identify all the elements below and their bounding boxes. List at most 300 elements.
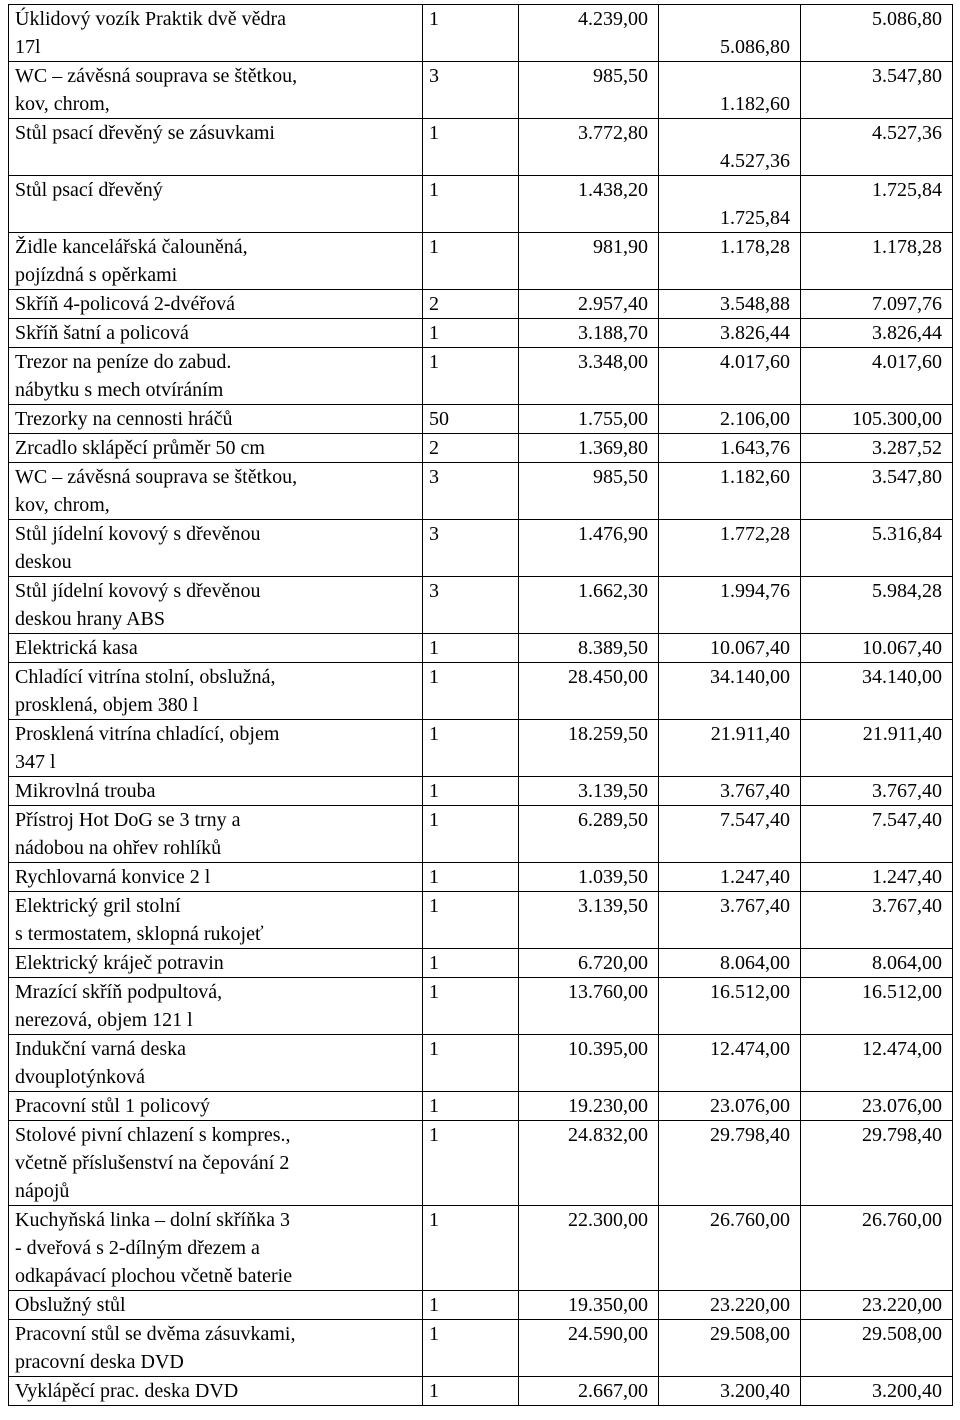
item-name-cell — [9, 949, 423, 978]
unit-price-vat-cell — [659, 434, 801, 463]
table-row — [9, 634, 953, 663]
total-price-cell — [801, 777, 953, 806]
quantity-cell-value: 3 — [429, 523, 439, 545]
unit-price-vat-cell-value: 5.086,80 — [720, 36, 790, 58]
item-name-cell — [9, 1377, 423, 1406]
total-price-cell — [801, 634, 953, 663]
total-price-cell-value: 1.725,84 — [872, 179, 942, 201]
item-name-cell — [9, 806, 423, 863]
total-price-cell — [801, 1377, 953, 1406]
total-price-cell-value: 3.547,80 — [872, 466, 942, 488]
quantity-cell-value: 1 — [429, 809, 439, 831]
unit-price-vat-cell-value: 3.548,88 — [720, 293, 790, 315]
unit-price-vat-cell — [659, 1121, 801, 1206]
unit-price-cell — [519, 777, 659, 806]
total-price-cell — [801, 290, 953, 319]
unit-price-cell-value: 1.755,00 — [578, 408, 648, 430]
unit-price-cell-value: 10.395,00 — [568, 1038, 648, 1060]
unit-price-cell-value: 8.389,50 — [578, 637, 648, 659]
unit-price-vat-cell — [659, 463, 801, 520]
item-name-cell — [9, 634, 423, 663]
unit-price-cell — [519, 463, 659, 520]
item-name-line: Vyklápěcí prac. deska DVD — [15, 1380, 239, 1402]
quantity-cell — [423, 520, 519, 577]
unit-price-cell-value: 18.259,50 — [568, 723, 648, 745]
unit-price-vat-cell-value: 16.512,00 — [710, 981, 790, 1003]
total-price-cell — [801, 949, 953, 978]
unit-price-vat-cell — [659, 62, 801, 119]
unit-price-vat-cell — [659, 978, 801, 1035]
table-row — [9, 1035, 953, 1092]
item-name-line: prosklená, objem 380 l — [15, 694, 199, 716]
unit-price-vat-cell — [659, 1206, 801, 1291]
quantity-cell-value: 1 — [429, 780, 439, 802]
total-price-cell — [801, 348, 953, 405]
quantity-cell — [423, 863, 519, 892]
total-price-cell-value: 3.200,40 — [872, 1380, 942, 1402]
table-row — [9, 119, 953, 176]
unit-price-cell-value: 985,50 — [593, 65, 648, 87]
unit-price-vat-cell — [659, 634, 801, 663]
quantity-cell — [423, 176, 519, 233]
table-row — [9, 720, 953, 777]
unit-price-vat-cell-value: 1.772,28 — [720, 523, 790, 545]
total-price-cell-value: 12.474,00 — [862, 1038, 942, 1060]
quantity-cell — [423, 577, 519, 634]
table-row — [9, 978, 953, 1035]
quantity-cell — [423, 319, 519, 348]
unit-price-cell — [519, 577, 659, 634]
quantity-cell-value: 1 — [429, 895, 439, 917]
table-row — [9, 434, 953, 463]
quantity-cell-value: 1 — [429, 723, 439, 745]
unit-price-vat-cell-value: 2.106,00 — [720, 408, 790, 430]
unit-price-vat-cell — [659, 319, 801, 348]
quantity-cell — [423, 1320, 519, 1377]
item-name-cell — [9, 176, 423, 233]
unit-price-cell — [519, 949, 659, 978]
unit-price-cell — [519, 1206, 659, 1291]
quantity-cell-value: 1 — [429, 1209, 439, 1231]
item-name-line: Pracovní stůl 1 policový — [15, 1095, 210, 1117]
unit-price-vat-cell-value: 8.064,00 — [720, 952, 790, 974]
quantity-cell — [423, 233, 519, 290]
unit-price-vat-cell-value: 3.200,40 — [720, 1380, 790, 1402]
total-price-cell — [801, 5, 953, 62]
item-name-cell — [9, 777, 423, 806]
unit-price-cell — [519, 434, 659, 463]
quantity-cell-value: 1 — [429, 236, 439, 258]
unit-price-cell-value: 3.139,50 — [578, 780, 648, 802]
table-row — [9, 1320, 953, 1377]
unit-price-cell-value: 2.667,00 — [578, 1380, 648, 1402]
quantity-cell — [423, 463, 519, 520]
quantity-cell-value: 1 — [429, 866, 439, 888]
unit-price-cell-value: 1.476,90 — [578, 523, 648, 545]
item-name-line: Přístroj Hot DoG se 3 trny a — [15, 809, 241, 831]
total-price-cell-value: 23.220,00 — [862, 1294, 942, 1316]
unit-price-cell-value: 6.720,00 — [578, 952, 648, 974]
unit-price-vat-cell-value: 1.725,84 — [720, 207, 790, 229]
item-name-line: Stůl jídelní kovový s dřevěnou — [15, 523, 261, 545]
table-row — [9, 863, 953, 892]
item-name-cell — [9, 1320, 423, 1377]
quantity-cell — [423, 5, 519, 62]
table-row — [9, 62, 953, 119]
unit-price-vat-cell — [659, 806, 801, 863]
unit-price-vat-cell — [659, 1291, 801, 1320]
total-price-cell-value: 29.798,40 — [862, 1124, 942, 1146]
unit-price-cell-value: 2.957,40 — [578, 293, 648, 315]
price-table — [8, 4, 953, 1406]
unit-price-vat-cell — [659, 1377, 801, 1406]
total-price-cell — [801, 176, 953, 233]
quantity-cell-value: 2 — [429, 293, 439, 315]
unit-price-vat-cell-value: 7.547,40 — [720, 809, 790, 831]
unit-price-cell — [519, 663, 659, 720]
total-price-cell-value: 3.826,44 — [872, 322, 942, 344]
quantity-cell — [423, 978, 519, 1035]
item-name-line: nábytku s mech otvíráním — [15, 379, 224, 401]
table-row — [9, 176, 953, 233]
total-price-cell-value: 29.508,00 — [862, 1323, 942, 1345]
quantity-cell — [423, 405, 519, 434]
item-name-cell — [9, 863, 423, 892]
unit-price-cell — [519, 405, 659, 434]
item-name-line: pojízdná s opěrkami — [15, 264, 178, 286]
item-name-line: Stolové pivní chlazení s kompres., — [15, 1124, 291, 1146]
unit-price-vat-cell-value: 29.798,40 — [710, 1124, 790, 1146]
total-price-cell-value: 4.017,60 — [872, 351, 942, 373]
item-name-cell — [9, 62, 423, 119]
total-price-cell-value: 34.140,00 — [862, 666, 942, 688]
total-price-cell-value: 10.067,40 — [862, 637, 942, 659]
table-row — [9, 1291, 953, 1320]
unit-price-cell — [519, 520, 659, 577]
unit-price-cell — [519, 290, 659, 319]
unit-price-cell-value: 985,50 — [593, 466, 648, 488]
item-name-cell — [9, 463, 423, 520]
item-name-cell — [9, 978, 423, 1035]
unit-price-cell-value: 1.369,80 — [578, 437, 648, 459]
unit-price-cell-value: 13.760,00 — [568, 981, 648, 1003]
item-name-cell — [9, 1092, 423, 1121]
total-price-cell-value: 3.547,80 — [872, 65, 942, 87]
item-name-line: Kuchyňská linka – dolní skříňka 3 — [15, 1209, 290, 1231]
table-row — [9, 806, 953, 863]
quantity-cell-value: 1 — [429, 1323, 439, 1345]
unit-price-cell — [519, 720, 659, 777]
item-name-cell — [9, 1291, 423, 1320]
unit-price-vat-cell-value: 3.767,40 — [720, 780, 790, 802]
unit-price-cell — [519, 176, 659, 233]
unit-price-vat-cell-value: 3.826,44 — [720, 322, 790, 344]
table-row — [9, 577, 953, 634]
total-price-cell-value: 23.076,00 — [862, 1095, 942, 1117]
table-row — [9, 348, 953, 405]
unit-price-cell — [519, 634, 659, 663]
unit-price-cell-value: 1.662,30 — [578, 580, 648, 602]
quantity-cell — [423, 777, 519, 806]
unit-price-cell — [519, 1035, 659, 1092]
quantity-cell — [423, 1092, 519, 1121]
total-price-cell — [801, 319, 953, 348]
item-name-line: Mikrovlná trouba — [15, 780, 156, 802]
unit-price-vat-cell — [659, 176, 801, 233]
item-name-cell — [9, 119, 423, 176]
item-name-cell — [9, 348, 423, 405]
quantity-cell — [423, 949, 519, 978]
unit-price-vat-cell-value: 34.140,00 — [710, 666, 790, 688]
table-row — [9, 1206, 953, 1291]
unit-price-vat-cell-value: 1.182,60 — [720, 466, 790, 488]
total-price-cell — [801, 1035, 953, 1092]
item-name-line: kov, chrom, — [15, 494, 110, 516]
item-name-cell — [9, 434, 423, 463]
item-name-line: Indukční varná deska — [15, 1038, 187, 1060]
quantity-cell-value: 50 — [429, 408, 449, 430]
total-price-cell — [801, 1206, 953, 1291]
item-name-line: Skříň šatní a policová — [15, 322, 189, 344]
total-price-cell — [801, 1121, 953, 1206]
unit-price-vat-cell — [659, 1320, 801, 1377]
quantity-cell-value: 3 — [429, 65, 439, 87]
total-price-cell-value: 26.760,00 — [862, 1209, 942, 1231]
total-price-cell-value: 3.287,52 — [872, 437, 942, 459]
unit-price-vat-cell — [659, 949, 801, 978]
quantity-cell — [423, 1206, 519, 1291]
unit-price-vat-cell — [659, 520, 801, 577]
total-price-cell — [801, 663, 953, 720]
item-name-cell — [9, 233, 423, 290]
unit-price-vat-cell-value: 1.247,40 — [720, 866, 790, 888]
quantity-cell — [423, 806, 519, 863]
item-name-line: deskou — [15, 551, 72, 573]
unit-price-cell — [519, 119, 659, 176]
item-name-line: WC – závěsná souprava se štětkou, — [15, 65, 298, 87]
total-price-cell-value: 7.547,40 — [872, 809, 942, 831]
unit-price-cell — [519, 5, 659, 62]
total-price-cell — [801, 806, 953, 863]
total-price-cell-value: 5.984,28 — [872, 580, 942, 602]
total-price-cell — [801, 863, 953, 892]
unit-price-cell-value: 1.039,50 — [578, 866, 648, 888]
quantity-cell — [423, 1121, 519, 1206]
quantity-cell — [423, 348, 519, 405]
unit-price-cell — [519, 319, 659, 348]
quantity-cell — [423, 1377, 519, 1406]
item-name-cell — [9, 405, 423, 434]
unit-price-cell — [519, 1377, 659, 1406]
item-name-line: odkapávací plochou včetně baterie — [15, 1265, 293, 1287]
item-name-line: Trezorky na cennosti hráčů — [15, 408, 233, 430]
total-price-cell — [801, 978, 953, 1035]
item-name-line: Elektrická kasa — [15, 637, 138, 659]
unit-price-vat-cell-value: 12.474,00 — [710, 1038, 790, 1060]
table-row — [9, 777, 953, 806]
total-price-cell — [801, 520, 953, 577]
unit-price-cell — [519, 1320, 659, 1377]
item-name-line: Obslužný stůl — [15, 1294, 126, 1316]
total-price-cell — [801, 405, 953, 434]
quantity-cell — [423, 290, 519, 319]
unit-price-vat-cell-value: 1.178,28 — [720, 236, 790, 258]
unit-price-vat-cell-value: 3.767,40 — [720, 895, 790, 917]
total-price-cell — [801, 463, 953, 520]
unit-price-vat-cell-value: 21.911,40 — [710, 723, 790, 745]
unit-price-cell-value: 24.832,00 — [568, 1124, 648, 1146]
unit-price-vat-cell — [659, 863, 801, 892]
unit-price-cell-value: 24.590,00 — [568, 1323, 648, 1345]
quantity-cell-value: 1 — [429, 1038, 439, 1060]
total-price-cell-value: 7.097,76 — [872, 293, 942, 315]
unit-price-vat-cell — [659, 1035, 801, 1092]
unit-price-cell — [519, 1121, 659, 1206]
unit-price-cell — [519, 806, 659, 863]
item-name-line: nerezová, objem 121 l — [15, 1009, 193, 1031]
total-price-cell-value: 8.064,00 — [872, 952, 942, 974]
unit-price-cell-value: 3.188,70 — [578, 322, 648, 344]
item-name-line: Mrazící skříň podpultová, — [15, 981, 223, 1003]
quantity-cell-value: 3 — [429, 466, 439, 488]
total-price-cell-value: 5.316,84 — [872, 523, 942, 545]
item-name-cell — [9, 290, 423, 319]
item-name-cell — [9, 892, 423, 949]
unit-price-cell-value: 981,90 — [593, 236, 648, 258]
unit-price-vat-cell — [659, 119, 801, 176]
item-name-line: pracovní deska DVD — [15, 1351, 184, 1373]
unit-price-vat-cell-value: 1.994,76 — [720, 580, 790, 602]
quantity-cell-value: 1 — [429, 1124, 439, 1146]
unit-price-vat-cell — [659, 663, 801, 720]
quantity-cell-value: 1 — [429, 179, 439, 201]
item-name-cell — [9, 1035, 423, 1092]
quantity-cell — [423, 663, 519, 720]
total-price-cell — [801, 62, 953, 119]
unit-price-cell-value: 3.139,50 — [578, 895, 648, 917]
unit-price-vat-cell — [659, 5, 801, 62]
item-name-line: Stůl jídelní kovový s dřevěnou — [15, 580, 261, 602]
unit-price-vat-cell-value: 23.220,00 — [710, 1294, 790, 1316]
unit-price-vat-cell — [659, 290, 801, 319]
item-name-line: Stůl psací dřevěný — [15, 179, 163, 201]
item-name-line: s termostatem, sklopná rukojeť — [15, 923, 264, 945]
item-name-line: Chladící vitrína stolní, obslužná, — [15, 666, 276, 688]
total-price-cell-value: 3.767,40 — [872, 895, 942, 917]
table-row — [9, 1092, 953, 1121]
table-row — [9, 1377, 953, 1406]
item-name-line: kov, chrom, — [15, 93, 110, 115]
quantity-cell — [423, 634, 519, 663]
unit-price-vat-cell — [659, 892, 801, 949]
table-row — [9, 5, 953, 62]
total-price-cell — [801, 720, 953, 777]
unit-price-vat-cell-value: 23.076,00 — [710, 1095, 790, 1117]
item-name-line: Skříň 4-policová 2-dvéřová — [15, 293, 235, 315]
item-name-line: Elektrický kráječ potravin — [15, 952, 224, 974]
item-name-line: Trezor na peníze do zabud. — [15, 351, 232, 373]
quantity-cell-value: 1 — [429, 952, 439, 974]
item-name-line: Stůl psací dřevěný se zásuvkami — [15, 122, 275, 144]
item-name-line: Zrcadlo sklápěcí průměr 50 cm — [15, 437, 265, 459]
unit-price-cell — [519, 1291, 659, 1320]
table-row — [9, 892, 953, 949]
table-row — [9, 233, 953, 290]
item-name-line: Úklidový vozík Praktik dvě vědra — [15, 8, 287, 30]
item-name-line: Židle kancelářská čalouněná, — [15, 236, 248, 258]
item-name-line: - dveřová s 2-dílným dřezem a — [15, 1237, 260, 1259]
unit-price-vat-cell — [659, 720, 801, 777]
item-name-line: nápojů — [15, 1180, 70, 1202]
unit-price-cell-value: 3.348,00 — [578, 351, 648, 373]
table-row — [9, 1121, 953, 1206]
item-name-cell — [9, 1206, 423, 1291]
unit-price-cell-value: 6.289,50 — [578, 809, 648, 831]
unit-price-cell-value: 28.450,00 — [568, 666, 648, 688]
quantity-cell-value: 1 — [429, 981, 439, 1003]
item-name-line: Pracovní stůl se dvěma zásuvkami, — [15, 1323, 296, 1345]
total-price-cell-value: 5.086,80 — [872, 8, 942, 30]
item-name-line: WC – závěsná souprava se štětkou, — [15, 466, 298, 488]
unit-price-vat-cell-value: 4.527,36 — [720, 150, 790, 172]
unit-price-cell-value: 19.350,00 — [568, 1294, 648, 1316]
item-name-line: Prosklená vitrína chladící, objem — [15, 723, 280, 745]
quantity-cell-value: 1 — [429, 1380, 439, 1402]
unit-price-vat-cell — [659, 777, 801, 806]
item-name-cell — [9, 577, 423, 634]
total-price-cell — [801, 233, 953, 290]
quantity-cell — [423, 119, 519, 176]
unit-price-cell — [519, 892, 659, 949]
total-price-cell-value: 1.247,40 — [872, 866, 942, 888]
total-price-cell — [801, 119, 953, 176]
table-row — [9, 663, 953, 720]
total-price-cell-value: 21.911,40 — [862, 723, 942, 745]
unit-price-vat-cell-value: 26.760,00 — [710, 1209, 790, 1231]
item-name-line: 347 l — [15, 751, 56, 773]
unit-price-vat-cell — [659, 233, 801, 290]
item-name-cell — [9, 720, 423, 777]
table-row — [9, 405, 953, 434]
item-name-line: Elektrický gril stolní — [15, 895, 181, 917]
quantity-cell-value: 1 — [429, 637, 439, 659]
unit-price-cell-value: 3.772,80 — [578, 122, 648, 144]
total-price-cell-value: 4.527,36 — [872, 122, 942, 144]
unit-price-vat-cell-value: 10.067,40 — [710, 637, 790, 659]
quantity-cell-value: 1 — [429, 122, 439, 144]
unit-price-cell — [519, 863, 659, 892]
item-name-line: včetně příslušenství na čepování 2 — [15, 1152, 290, 1174]
quantity-cell-value: 1 — [429, 1095, 439, 1117]
unit-price-cell — [519, 348, 659, 405]
price-table-body — [9, 5, 953, 1406]
unit-price-cell-value: 4.239,00 — [578, 8, 648, 30]
total-price-cell-value: 105.300,00 — [852, 408, 942, 430]
quantity-cell — [423, 892, 519, 949]
quantity-cell-value: 1 — [429, 666, 439, 688]
quantity-cell-value: 1 — [429, 351, 439, 373]
quantity-cell-value: 1 — [429, 322, 439, 344]
unit-price-vat-cell — [659, 405, 801, 434]
quantity-cell-value: 1 — [429, 1294, 439, 1316]
unit-price-vat-cell — [659, 348, 801, 405]
item-name-cell — [9, 520, 423, 577]
unit-price-cell — [519, 62, 659, 119]
quantity-cell-value: 1 — [429, 8, 439, 30]
quantity-cell — [423, 1291, 519, 1320]
item-name-cell — [9, 1121, 423, 1206]
table-row — [9, 949, 953, 978]
